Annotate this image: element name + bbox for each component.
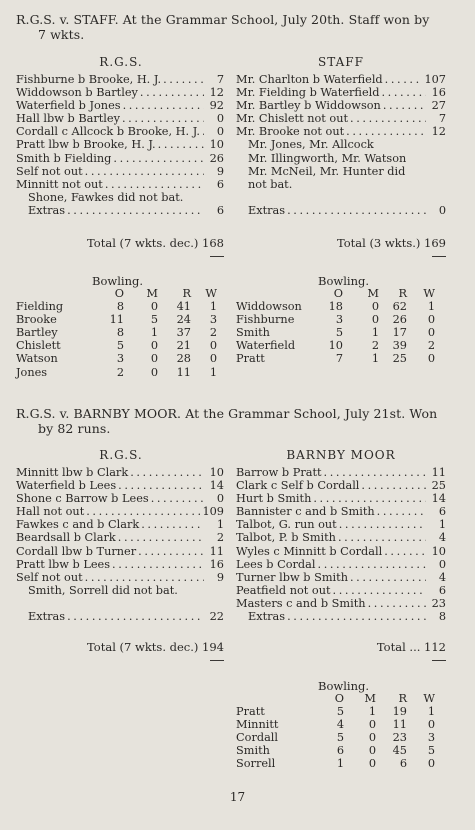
match2-heading-line1: R.G.S. v. BARNBY MOOR. At the Grammar School, July 21st. Won (16, 406, 438, 421)
batting-line: Smith b Fielding . . . 26 (16, 152, 224, 165)
bowling-row: Smith 5 1 17 0 (236, 326, 435, 340)
bowling-row: Chislett 5 0 21 0 (16, 339, 217, 353)
batting-line: Self not out . . . 9 (16, 165, 224, 178)
batting-line: Hurt b Smith . . . 14 (236, 492, 446, 505)
extras-line: Extras . . . 8 (236, 610, 446, 623)
bowling-row: Fishburne 3 0 26 0 (236, 313, 435, 327)
batting-line: Bannister c and b Smith . . . 6 (236, 505, 446, 518)
total-rule (432, 256, 446, 257)
match1-team1-total: Total (7 wkts. dec.) 168 (87, 236, 224, 250)
batting-line: Fishburne b Brooke, H. J. . . . 7 (16, 73, 224, 86)
match1-heading-line1: R.G.S. v. STAFF. At the Grammar School, July 20th. Staff won by (16, 12, 430, 27)
match1-team2-total: Total (3 wkts.) 169 (336, 236, 446, 250)
bowling-row: Fielding 8 0 41 1 (16, 300, 217, 314)
bowling-row: Waterfield 10 2 39 2 (236, 339, 435, 353)
bowling-row: Watson 3 0 28 0 (16, 352, 217, 366)
extras-line: Extras . . . 6 (16, 204, 224, 217)
match2-team1-title: R.G.S. (99, 448, 143, 462)
did-not-bat-note: Shone, Fawkes did not bat. (28, 190, 184, 204)
total-rule (210, 660, 224, 661)
batting-line: Mr. Bartley b Widdowson . . . 27 (236, 99, 446, 112)
match2-team1-batting (16, 466, 224, 623)
batting-line: Masters c and b Smith . . . 23 (236, 597, 446, 610)
match1-bowling-left-title: Bowling. (92, 274, 143, 288)
batting-line: Fawkes c and b Clark . . . 1 (16, 518, 224, 531)
batting-line: Mr. Charlton b Waterfield . . . 107 (236, 73, 446, 86)
bowling-row: Pratt 7 1 25 0 (236, 352, 435, 366)
bowling-row: Cordall 5 0 23 3 (236, 731, 435, 745)
bowling-row: Sorrell 1 0 6 0 (236, 757, 435, 771)
did-not-bat-note: Mr. Jones, Mr. Allcock (248, 138, 374, 152)
batting-line: Clark c Self b Cordall . . . 25 (236, 479, 446, 492)
batting-line: Peatfield not out . . . 6 (236, 584, 446, 597)
match1-heading-line2: 7 wkts. (38, 27, 85, 42)
batting-line: Beardsall b Clark . . . 2 (16, 531, 224, 544)
batting-line: Shone c Barrow b Lees . . . 0 (16, 492, 224, 505)
match2-bowling-table (236, 692, 435, 771)
match1-team1-batting (16, 73, 224, 217)
match1-team2-batting (236, 73, 446, 217)
page-number: 17 (229, 790, 246, 804)
batting-line: Mr. Brooke not out . . . 12 (236, 125, 446, 138)
bowling-row: Widdowson 18 0 62 1 (236, 300, 435, 314)
match2-heading (16, 406, 466, 436)
batting-line: Talbot, P. b Smith . . . 4 (236, 531, 446, 544)
batting-line: Waterfield b Jones . . . 92 (16, 99, 224, 112)
bowling-row: Smith 6 0 45 5 (236, 744, 435, 758)
did-not-bat-note: Smith, Sorrell did not bat. (28, 583, 178, 597)
total-rule (210, 256, 224, 257)
did-not-bat-note: Mr. McNeil, Mr. Hunter did (248, 164, 406, 178)
bowling-row: Bartley 8 1 37 2 (16, 326, 217, 340)
match1-bowling-left-table (16, 287, 217, 379)
bowling-header-row: O M R W (333, 287, 435, 300)
batting-line: Hall not out . . . 109 (16, 505, 224, 518)
bowling-row: Minnitt 4 0 11 0 (236, 718, 435, 732)
bowling-row: Pratt 5 1 19 1 (236, 705, 435, 719)
bowling-header-row: O M R W (114, 287, 217, 300)
did-not-bat-note: Mr. Illingworth, Mr. Watson (248, 151, 407, 165)
match1-team1-title: R.G.S. (99, 55, 143, 69)
batting-line: Mr. Fielding b Waterfield . . . 16 (236, 86, 446, 99)
match1-bowling-right-table (236, 287, 435, 366)
batting-line: Minnitt lbw b Clark . . . 10 (16, 466, 224, 479)
bowling-row: Jones 2 0 11 1 (16, 365, 217, 379)
did-not-bat-note: not bat. (248, 177, 293, 191)
batting-line: Lees b Cordal . . . 0 (236, 558, 446, 571)
extras-line: Extras . . . 22 (16, 610, 224, 623)
batting-line: Cordall c Allcock b Brooke, H. J. . . . 0 (16, 125, 224, 138)
bowling-header-row: O M R W (334, 692, 435, 705)
batting-line: Turner lbw b Smith . . . 4 (236, 571, 446, 584)
match1-heading (16, 12, 466, 42)
batting-line: Wyles c Minnitt b Cordall . . . 10 (236, 545, 446, 558)
match2-bowling-title: Bowling. (318, 679, 369, 693)
spacer (16, 597, 224, 610)
batting-line: Pratt lbw b Brooke, H. J. . . . 10 (16, 138, 224, 151)
batting-line: Waterfield b Lees . . . 14 (16, 479, 224, 492)
match2-team2-title: BARNBY MOOR (286, 448, 396, 462)
match2-team2-batting (236, 466, 446, 623)
batting-line: Pratt lbw b Lees . . . 16 (16, 558, 224, 571)
batting-line: Mr. Chislett not out . . . 7 (236, 112, 446, 125)
match2-team2-total: Total ... 112 (376, 640, 446, 654)
spacer (236, 191, 446, 204)
batting-line: Self not out . . . 9 (16, 571, 224, 584)
batting-line: Barrow b Pratt . . . 11 (236, 466, 446, 479)
batting-line: Cordall lbw b Turner . . . 11 (16, 545, 224, 558)
total-rule (432, 660, 446, 661)
bowling-row: Brooke 11 5 24 3 (16, 313, 217, 327)
match1-bowling-right-title: Bowling. (318, 274, 369, 288)
match2-heading-line2: by 82 runs. (38, 421, 111, 436)
batting-line: Minnitt not out . . . 6 (16, 178, 224, 191)
match1-team2-title: STAFF (318, 55, 364, 69)
batting-line: Widdowson b Bartley . . . 12 (16, 86, 224, 99)
batting-line: Hall lbw b Bartley . . . 0 (16, 112, 224, 125)
match2-team1-total: Total (7 wkts. dec.) 194 (87, 640, 224, 654)
batting-line: Talbot, G. run out . . . 1 (236, 518, 446, 531)
extras-line: Extras . . . 0 (236, 204, 446, 217)
